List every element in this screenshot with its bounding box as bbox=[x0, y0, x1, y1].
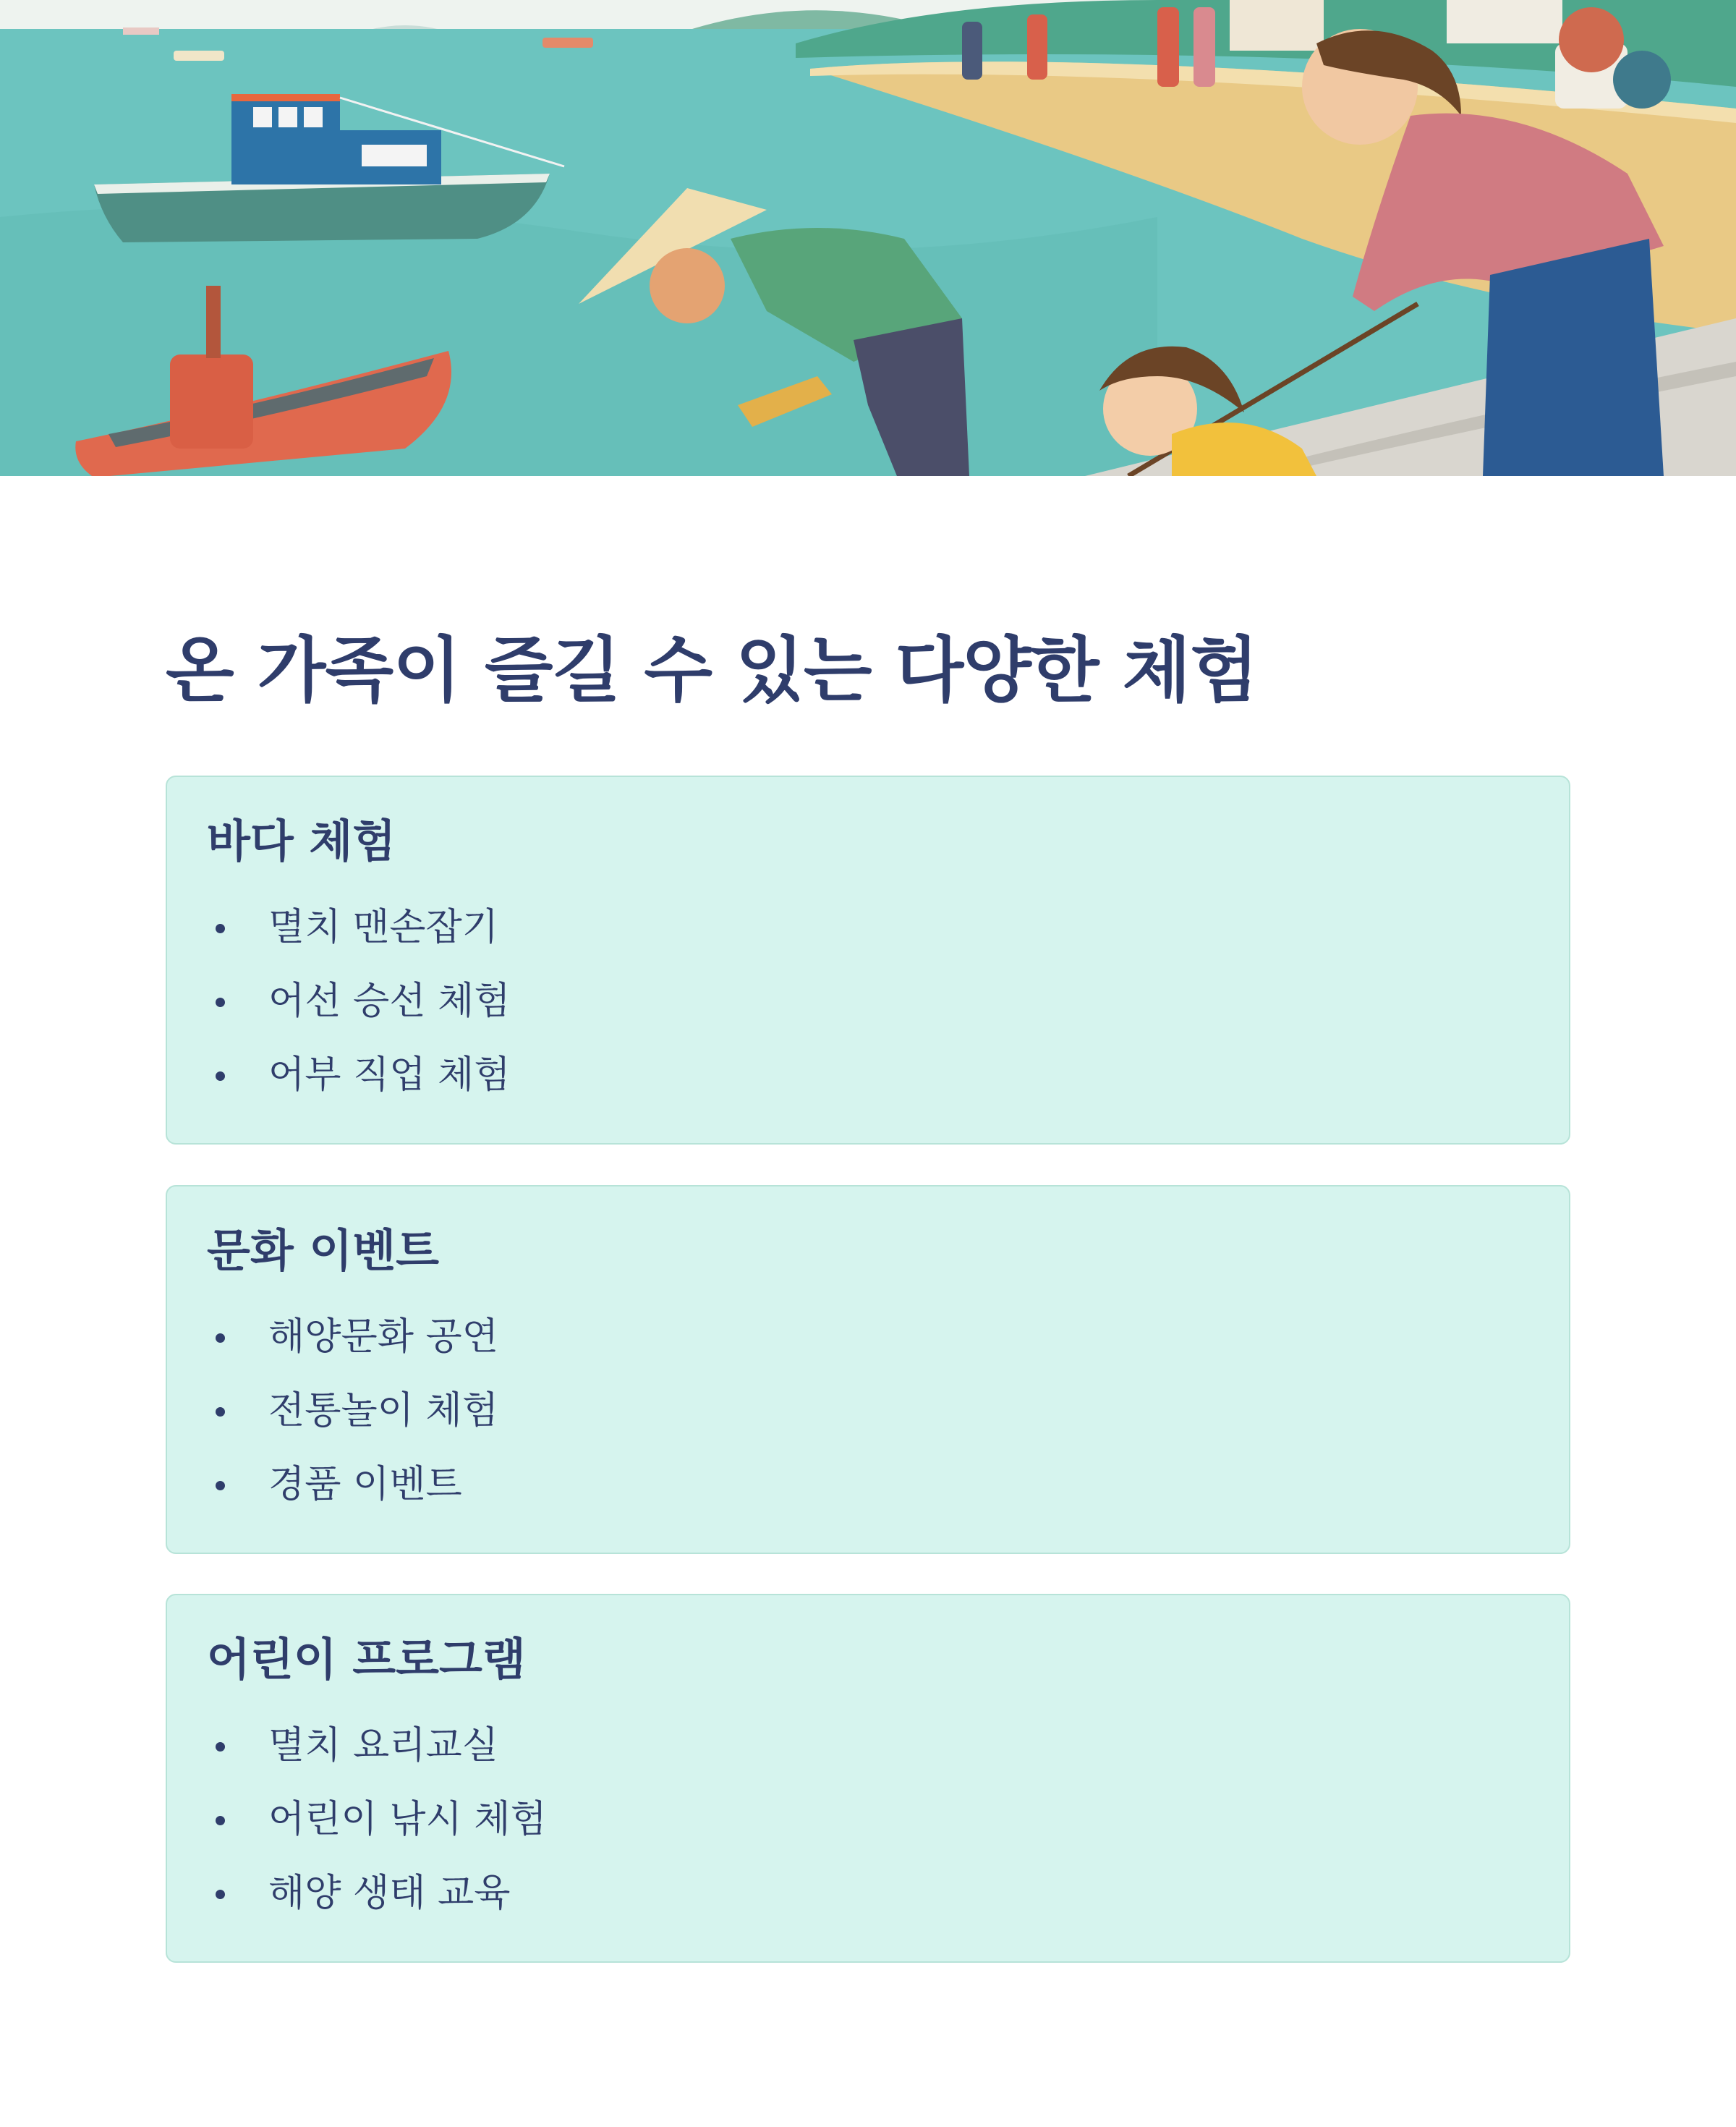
list-item: 멸치 맨손잡기 bbox=[207, 906, 510, 980]
card-kids-program bbox=[166, 1594, 1570, 1963]
item-list bbox=[207, 906, 510, 1127]
card-cultural-events bbox=[166, 1185, 1570, 1554]
list-item: 어린이 낚시 체험 bbox=[207, 1798, 547, 1872]
card-title: 어린이 프로그램 bbox=[207, 1633, 526, 1686]
item-list bbox=[207, 1724, 547, 1945]
card-sea-experience bbox=[166, 776, 1570, 1145]
item-list bbox=[207, 1315, 498, 1537]
list-item: 어선 승선 체험 bbox=[207, 980, 510, 1053]
list-item: 멸치 요리교실 bbox=[207, 1724, 547, 1798]
list-item: 해양문화 공연 bbox=[207, 1315, 498, 1389]
list-item: 어부 직업 체험 bbox=[207, 1053, 510, 1127]
list-item: 경품 이벤트 bbox=[207, 1463, 498, 1537]
card-title: 바다 체험 bbox=[207, 815, 396, 867]
hero-illustration bbox=[0, 0, 1736, 476]
list-item: 해양 생태 교육 bbox=[207, 1872, 547, 1945]
section-title: 온 가족이 즐길 수 있는 다양한 체험 bbox=[166, 629, 1259, 712]
list-item: 전통놀이 체험 bbox=[207, 1389, 498, 1463]
card-title: 문화 이벤트 bbox=[207, 1224, 440, 1277]
